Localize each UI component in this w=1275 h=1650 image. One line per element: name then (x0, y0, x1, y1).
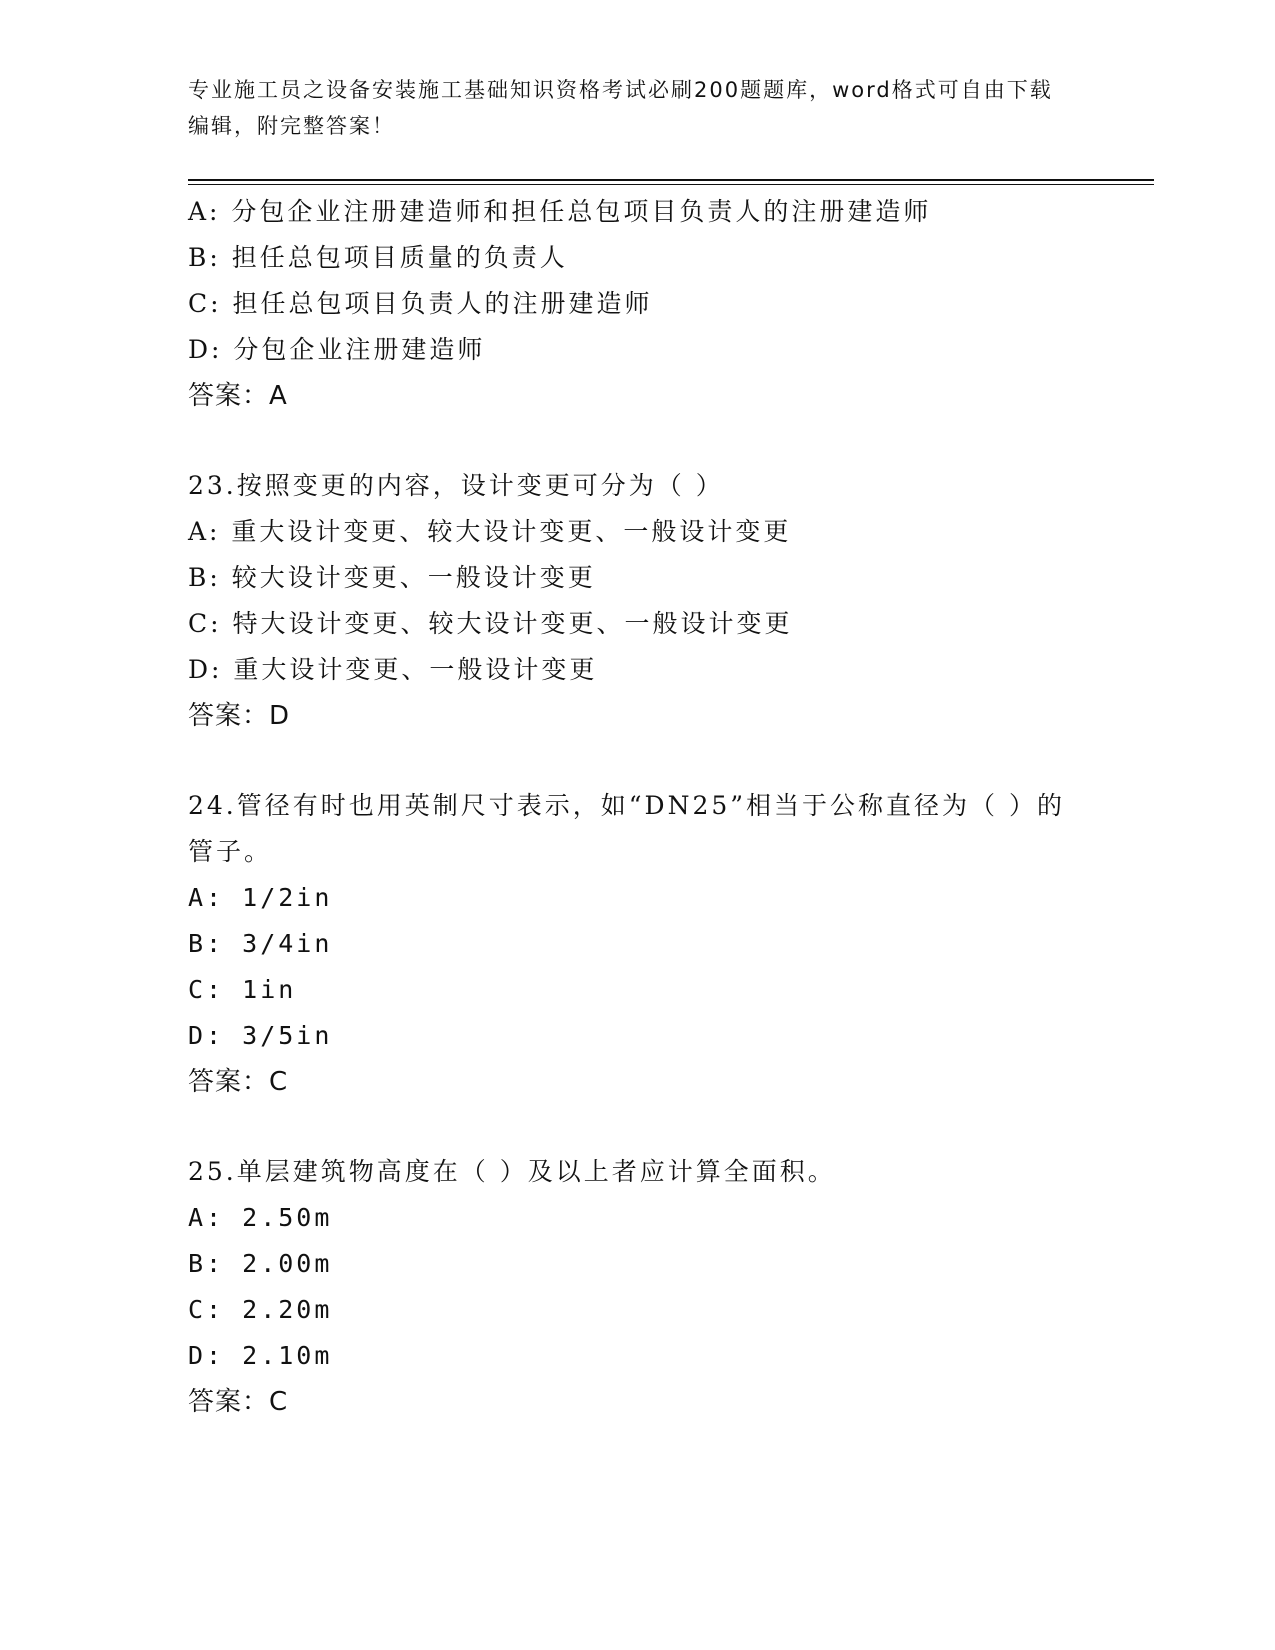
answer: 答案：C (188, 1387, 289, 1417)
question-stem: 23.按照变更的内容，设计变更可分为（ ） (188, 471, 724, 500)
option-b: B: 担任总包项目质量的负责人 (188, 243, 568, 272)
question-23 (188, 463, 1128, 739)
question-24 (188, 783, 1128, 1105)
question-25 (188, 1149, 1128, 1425)
spacer (188, 1105, 1128, 1149)
option-c: C: 担任总包项目负责人的注册建造师 (188, 289, 653, 318)
header-divider-thin (188, 184, 1154, 185)
spacer (188, 739, 1128, 783)
option-a: A: 分包企业注册建造师和担任总包项目负责人的注册建造师 (188, 197, 932, 226)
question-22 (188, 189, 1128, 419)
answer: 答案：D (188, 701, 291, 731)
option-b: B: 3/4in (188, 929, 333, 958)
option-a: A: 重大设计变更、较大设计变更、一般设计变更 (188, 517, 792, 546)
option-a: A: 1/2in (188, 883, 333, 912)
question-list (188, 189, 1128, 1425)
option-b: B: 2.00m (188, 1249, 333, 1278)
option-b: B: 较大设计变更、一般设计变更 (188, 563, 596, 592)
question-stem: 25.单层建筑物高度在（ ）及以上者应计算全面积。 (188, 1157, 836, 1186)
option-c: C: 2.20m (188, 1295, 333, 1324)
option-d: D: 分包企业注册建造师 (188, 335, 486, 364)
option-d: D: 2.10m (188, 1341, 333, 1370)
question-stem: 24.管径有时也用英制尺寸表示，如“DN25”相当于公称直径为（ ）的管子。 (188, 791, 1065, 866)
option-d: D: 重大设计变更、一般设计变更 (188, 655, 598, 684)
option-d: D: 3/5in (188, 1021, 333, 1050)
option-c: C: 1in (188, 975, 297, 1004)
spacer (188, 419, 1128, 463)
header-divider (188, 179, 1154, 181)
option-c: C: 特大设计变更、较大设计变更、一般设计变更 (188, 609, 793, 638)
answer: 答案：C (188, 1067, 289, 1097)
option-a: A: 2.50m (188, 1203, 333, 1232)
document-header: 专业施工员之设备安装施工基础知识资格考试必刷200题题库，word格式可自由下载编辑，附完整答案！ (188, 78, 1053, 138)
answer: 答案：A (188, 381, 288, 411)
